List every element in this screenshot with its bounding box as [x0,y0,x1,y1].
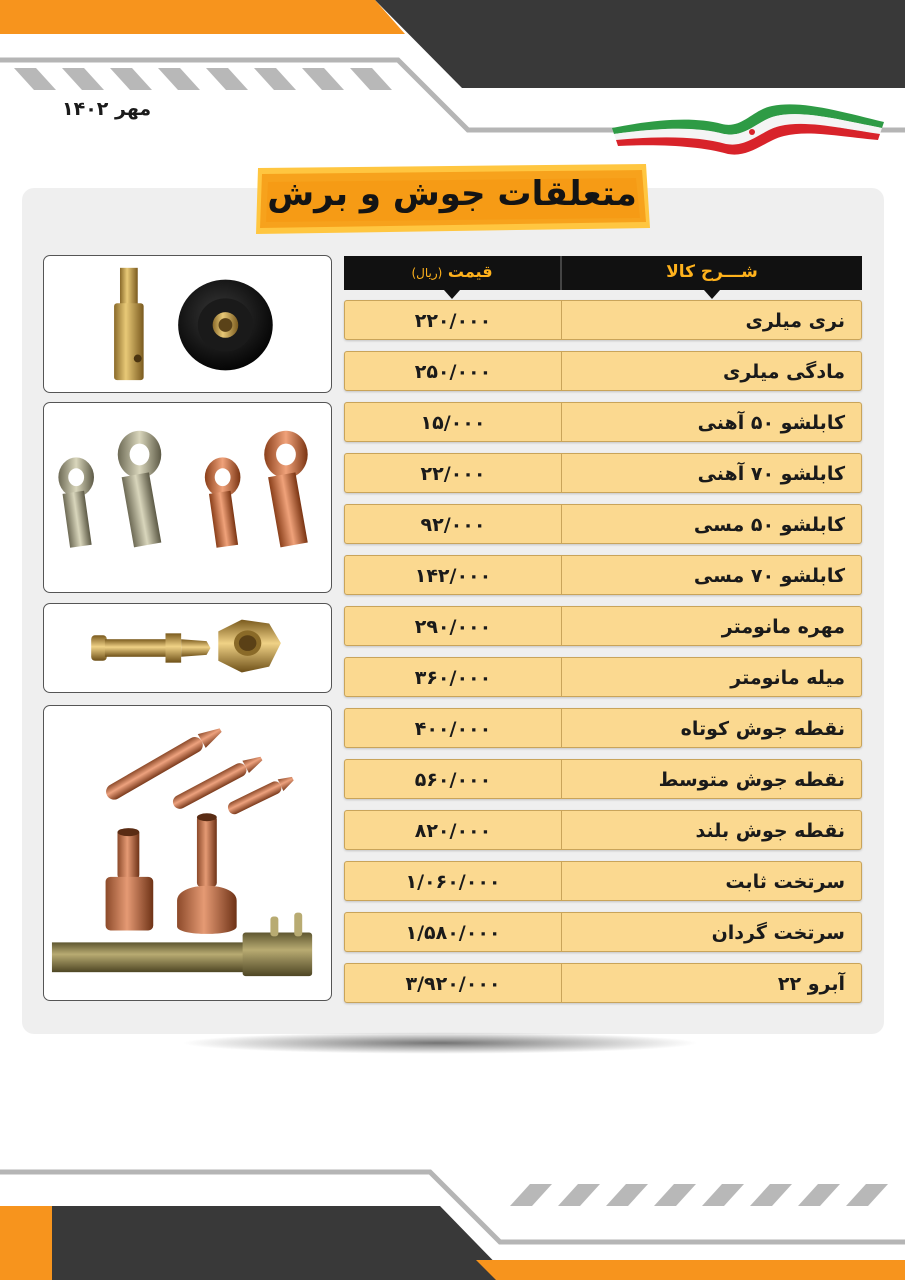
table-row [344,402,862,442]
row-price: ۲۹۰/۰۰۰ [414,616,492,638]
table-header [344,256,862,290]
row-price: ۳/۹۲۰/۰۰۰ [405,973,501,995]
row-description: آبرو ۲۲ [561,964,861,1002]
cable-connector-icon [44,256,331,392]
row-description: مهره مانومتر [561,607,861,645]
table-row [344,708,862,748]
row-price: ۱/۰۶۰/۰۰۰ [405,871,501,893]
row-price: ۹۲/۰۰۰ [420,514,486,536]
row-description: کابلشو ۷۰ مسی [561,556,861,594]
table-row [344,351,862,391]
iran-flag-icon [612,98,884,160]
row-price: ۴۰۰/۰۰۰ [414,718,492,740]
row-description: نقطه جوش متوسط [561,760,861,798]
price-header-label: قیمت [447,262,493,281]
row-description: نری میلری [561,301,861,339]
title-banner [252,162,652,240]
table-row [344,657,862,697]
row-description: میله مانومتر [561,658,861,696]
product-image-cable-lug [43,402,332,593]
table-row [344,453,862,493]
table-row [344,759,862,799]
row-price: ۲۲۰/۰۰۰ [414,310,492,332]
product-image-spot-weld-electrode [43,705,332,1001]
table-row [344,606,862,646]
manometer-fitting-icon [44,604,331,692]
table-row [344,300,862,340]
card-shadow [180,1032,700,1054]
table-row [344,555,862,595]
row-price: ۱۴۲/۰۰۰ [414,565,492,587]
table-row [344,861,862,901]
row-price: ۵۶۰/۰۰۰ [414,769,492,791]
row-description: نقطه جوش بلند [561,811,861,849]
row-description: کابلشو ۷۰ آهنی [561,454,861,492]
row-description: مادگی میلری [561,352,861,390]
page-title: متعلقات جوش و برش [267,174,637,214]
row-description: سرتخت گردان [561,913,861,951]
row-description: کابلشو ۵۰ آهنی [561,403,861,441]
row-price: ۱۵/۰۰۰ [420,412,486,434]
column-header-price [344,256,560,290]
row-description: کابلشو ۵۰ مسی [561,505,861,543]
table-row [344,810,862,850]
spot-weld-electrode-icon [44,706,331,1000]
date-label: مهر ۱۴۰۲ [62,98,152,120]
table-row [344,912,862,952]
row-price: ۱/۵۸۰/۰۰۰ [405,922,501,944]
product-image-manometer-fitting [43,603,332,693]
table-row [344,504,862,544]
footer-decoration [0,1160,905,1280]
row-description: سرتخت ثابت [561,862,861,900]
price-table [344,300,862,1014]
row-price: ۲۲/۰۰۰ [420,463,486,485]
row-description: نقطه جوش کوتاه [561,709,861,747]
product-image-cable-connector [43,255,332,393]
column-header-description: شـــرح کالا [560,256,862,290]
row-price: ۳۶۰/۰۰۰ [414,667,492,689]
table-row [344,963,862,1003]
price-unit-label: (ریال) [411,266,443,280]
row-price: ۸۲۰/۰۰۰ [414,820,492,842]
row-price: ۲۵۰/۰۰۰ [414,361,492,383]
cable-lug-icon [44,403,331,592]
